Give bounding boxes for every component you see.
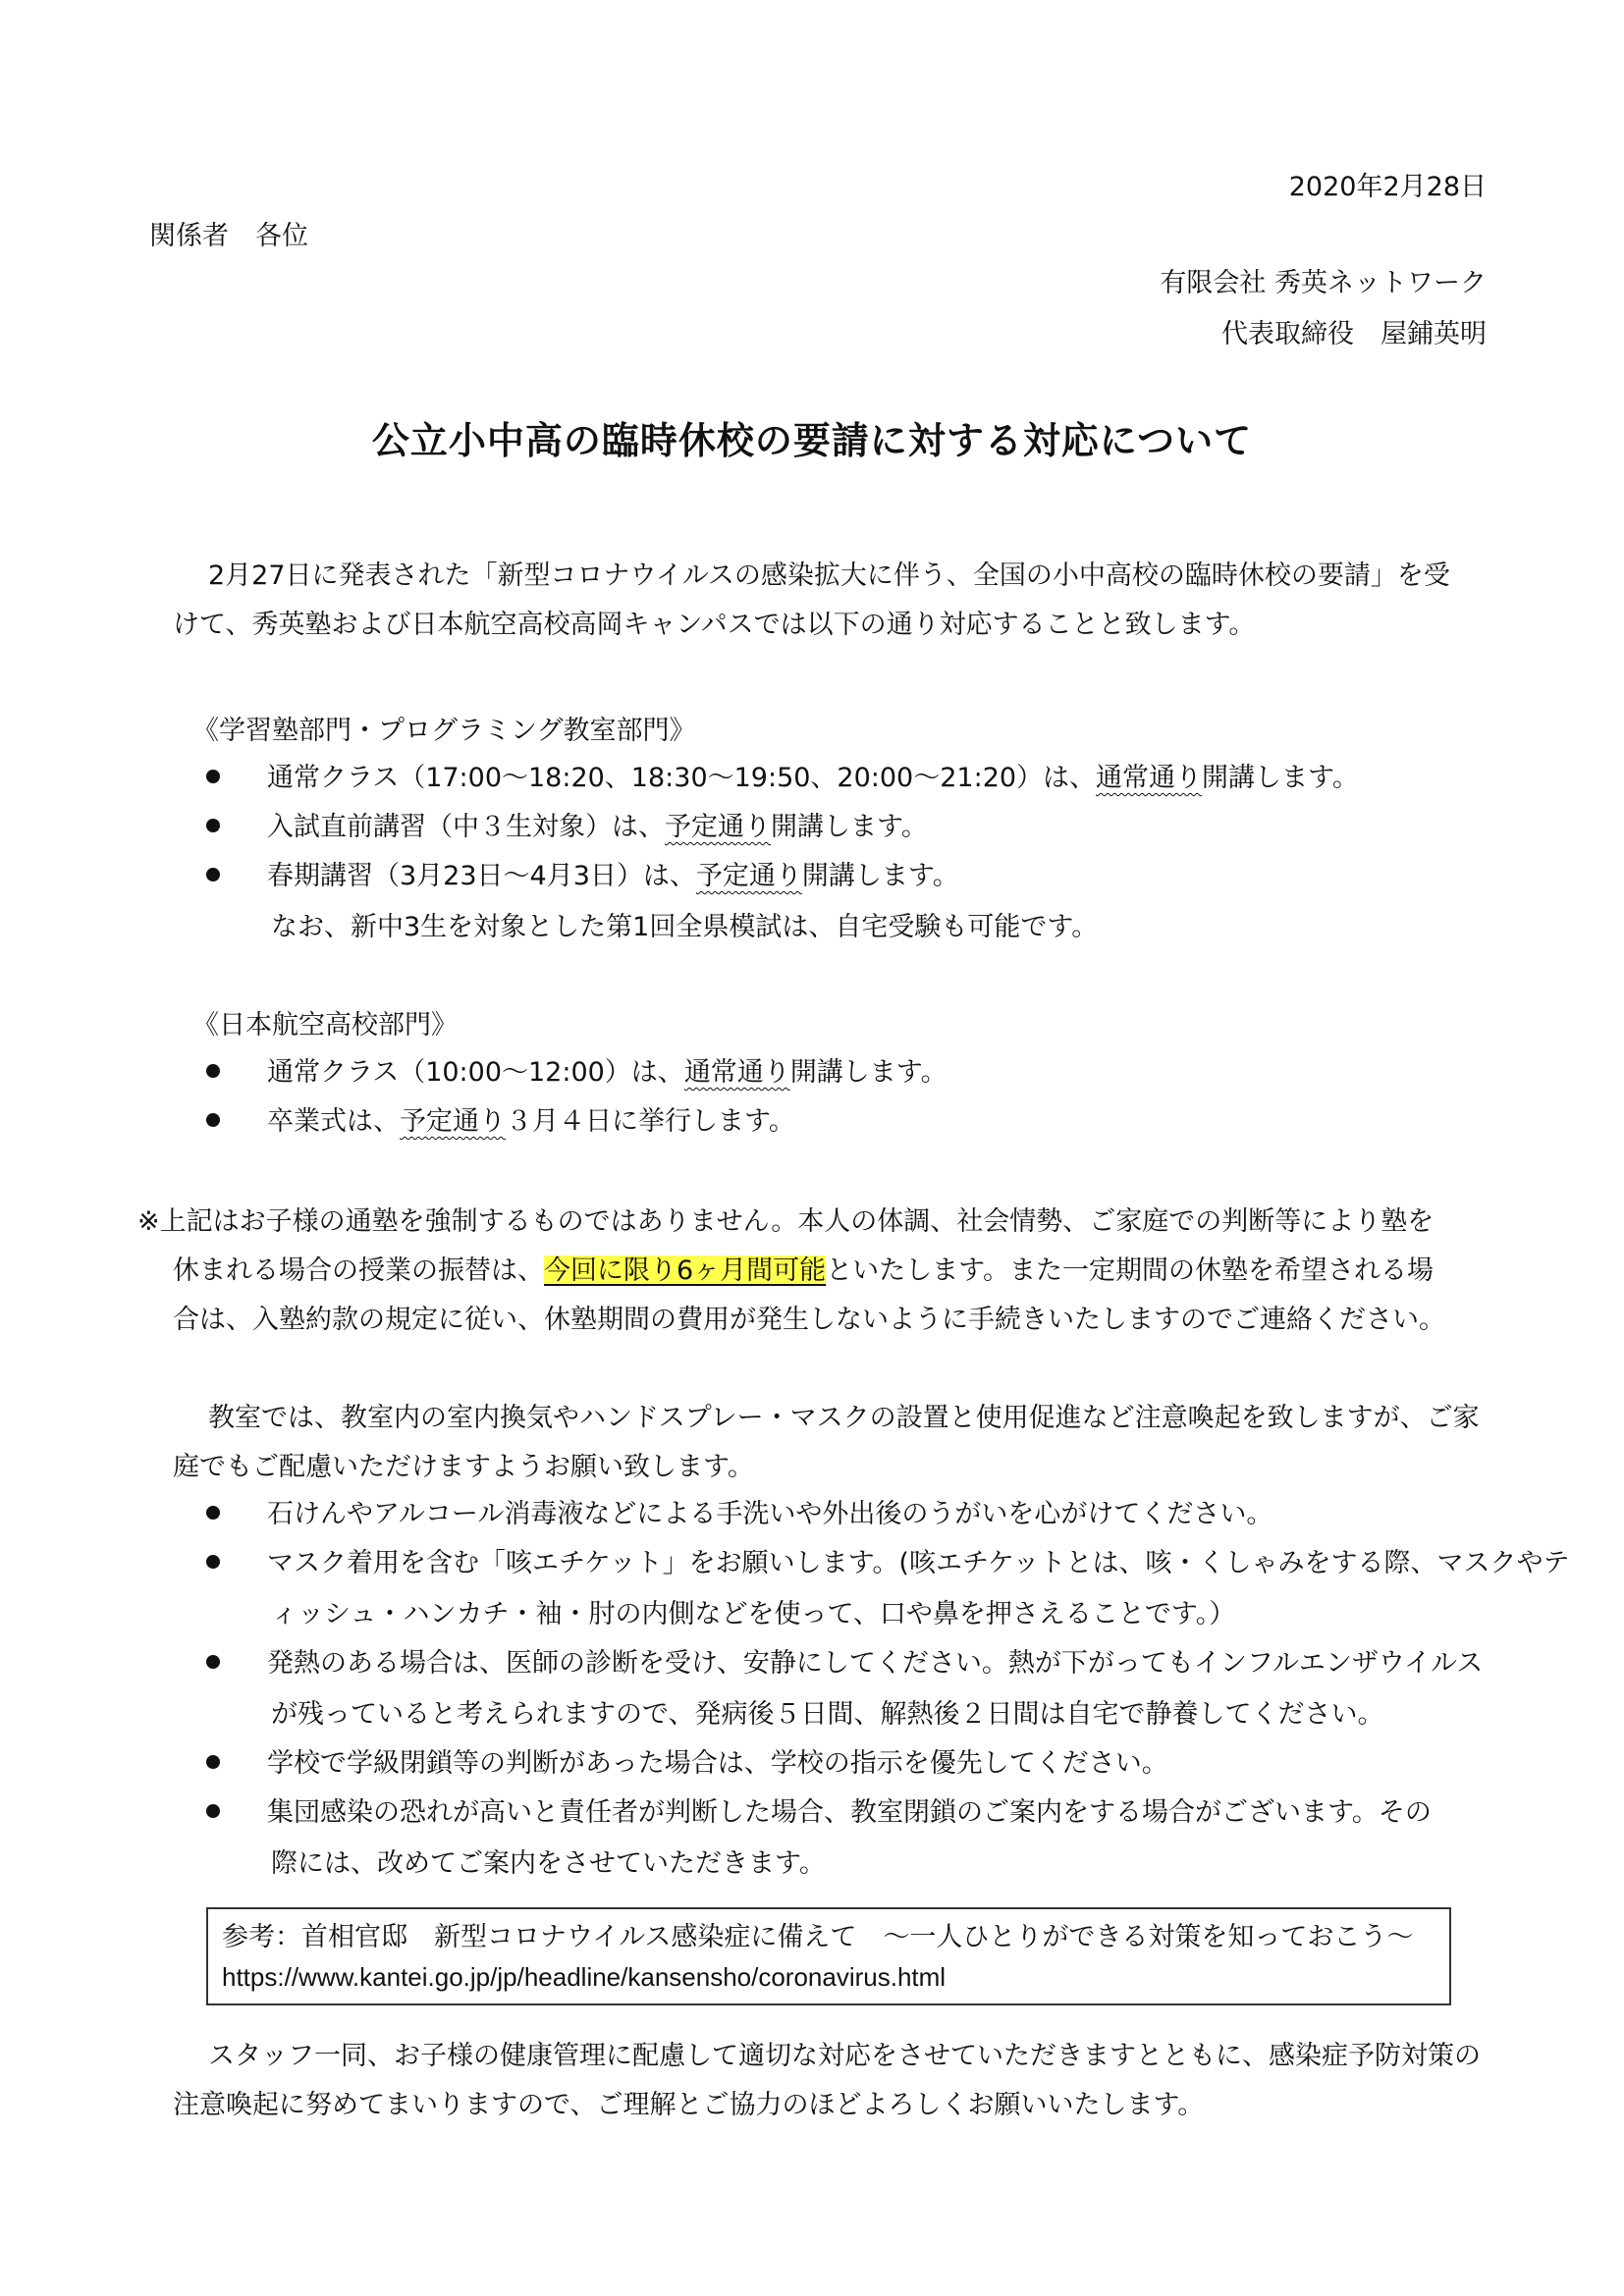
item-text: 入試直前講習（中３生対象）は、 [267,812,665,842]
note-text: といたします。また一定期間の休塾を希望される場 [826,1255,1435,1286]
classroom-line-2: 庭でもご配慮いただけますようお願い致します。 [173,1452,754,1482]
classroom-line-1: 教室では、教室内の室内換気やハンドスプレー・マスクの設置と使用促進など注意喚起を致しますが、ご家 [208,1403,1480,1433]
recipient-line: 関係者 各位 [149,221,308,251]
bullet-icon [206,1064,220,1078]
closing-line-1: スタッフ一同、お子様の健康管理に配慮して適切な対応をさせていただきますとともに、感染症予防対策の [208,2041,1481,2071]
item-text: 卒業式は、 [267,1106,400,1137]
reference-box [206,1907,1451,2005]
item-text: 開講します。 [801,861,959,891]
closing-line-2: 注意喚起に努めてまいりますので、ご理解とご協力のほどよろしくお願いいたします。 [173,2090,1205,2120]
item-text: 春期講習（3月23日～4月3日）は、 [267,861,696,891]
list-item-continuation: が残っていると考えられますので、発病後５日間、解熱後２日間は自宅で静養してください。 [271,1699,1384,1730]
item-text: 学校で学級閉鎖等の判断があった場合は、学校の指示を優先してください。 [267,1748,1168,1779]
reference-url[interactable]: https://www.kantei.go.jp/jp/headline/kansensho/coronavirus.html [222,1962,947,1992]
section-heading-juku: 《学習塾部門・プログラミング教室部門》 [192,716,696,746]
company-name: 有限会社 秀英ネットワーク [1160,268,1487,298]
underlined-text: 通常通り [1096,763,1203,793]
underlined-text: 予定通り [400,1106,506,1137]
item-text: 集団感染の恐れが高いと責任者が判断した場合、教室閉鎖のご案内をする場合がございます。その [267,1797,1432,1828]
item-text: ３月４日に挙行します。 [506,1106,795,1137]
list-item [206,854,959,903]
bullet-icon [206,868,220,881]
list-item [206,805,928,854]
bullet-icon [206,819,220,832]
list-item [206,1641,1483,1690]
list-item-continuation: ィッシュ・ハンカチ・袖・肘の内側などを使って、口や鼻を押さえることです。） [271,1599,1236,1629]
list-item [206,1099,795,1148]
document-date: 2020年2月28日 [1288,172,1487,202]
list-item-continuation: 際には、改めてご案内をさせていただきます。 [271,1848,826,1879]
list-item [206,1050,947,1099]
section-heading-jal-high: 《日本航空高校部門》 [192,1010,458,1041]
intro-line-2: けて、秀英塾および日本航空高校高岡キャンパスでは以下の通り対応することと致します。 [173,610,1256,640]
item-text: 通常クラス（17:00～18:20、18:30～19:50、20:00～21:20）は、 [267,763,1097,793]
item-text: マスク着用を含む「咳エチケット」をお願いします。(咳エチケットとは、咳・くしゃみをする際、マスクやテ [267,1548,1570,1578]
note-line-1: ※上記はお子様の通塾を強制するものではありません。本人の体調、社会情勢、ご家庭での判断等により塾を [137,1206,1435,1237]
representative-name: 代表取締役 屋鋪英明 [1221,319,1487,349]
intro-paragraph [173,552,1489,650]
note-text: 休まれる場合の授業の振替は、 [173,1255,544,1286]
note-line-3: 合は、入塾約款の規定に従い、休塾期間の費用が発生しないように手続きいたしますのでご連絡ください。 [173,1305,1445,1335]
item-text: 開講します。 [1202,763,1359,793]
bullet-icon [206,1113,220,1127]
note-line-2 [137,1247,1492,1296]
bullet-icon [206,1555,220,1569]
highlighted-text: 今回に限り6ヶ月間可能 [544,1255,827,1286]
reference-title: 参考：首相官邸 新型コロナウイルス感染症に備えて ～一人ひとりができる対策を知っておこう～ [222,1922,1414,1952]
item-text: 開講します。 [771,812,928,842]
bullet-icon [206,770,220,783]
bullet-icon [206,1755,220,1769]
classroom-paragraph [173,1394,1489,1492]
item-text: 発熱のある場合は、医師の診断を受け、安静にしてください。熱が下がってもインフルエンザウイルス [267,1648,1484,1679]
list-item [206,1492,1272,1541]
item-text: 石けんやアルコール消毒液などによる手洗いや外出後のうがいを心がけてください。 [267,1499,1273,1529]
list-item [206,1541,1570,1590]
underlined-text: 通常通り [683,1057,790,1088]
intro-line-1: 2月27日に発表された「新型コロナウイルスの感染拡大に伴う、全国の小中高校の臨時休校の要請」を受 [208,561,1450,591]
bullet-icon [206,1655,220,1669]
document-title: 公立小中高の臨時休校の要請に対する対応について [371,419,1253,462]
underlined-text: 予定通り [665,812,771,842]
bullet-icon [206,1506,220,1520]
list-item [206,1741,1168,1790]
list-item [206,1790,1432,1840]
item-text: 開講します。 [789,1057,947,1088]
underlined-text: 予定通り [695,861,802,891]
note-paragraph [137,1198,1492,1345]
list-item [206,756,1359,805]
item-text: 通常クラス（10:00～12:00）は、 [267,1057,684,1088]
list-item-continuation: なお、新中3生を対象とした第1回全県模試は、自宅受験も可能です。 [271,912,1099,942]
bullet-icon [206,1804,220,1818]
closing-paragraph [173,2032,1489,2130]
